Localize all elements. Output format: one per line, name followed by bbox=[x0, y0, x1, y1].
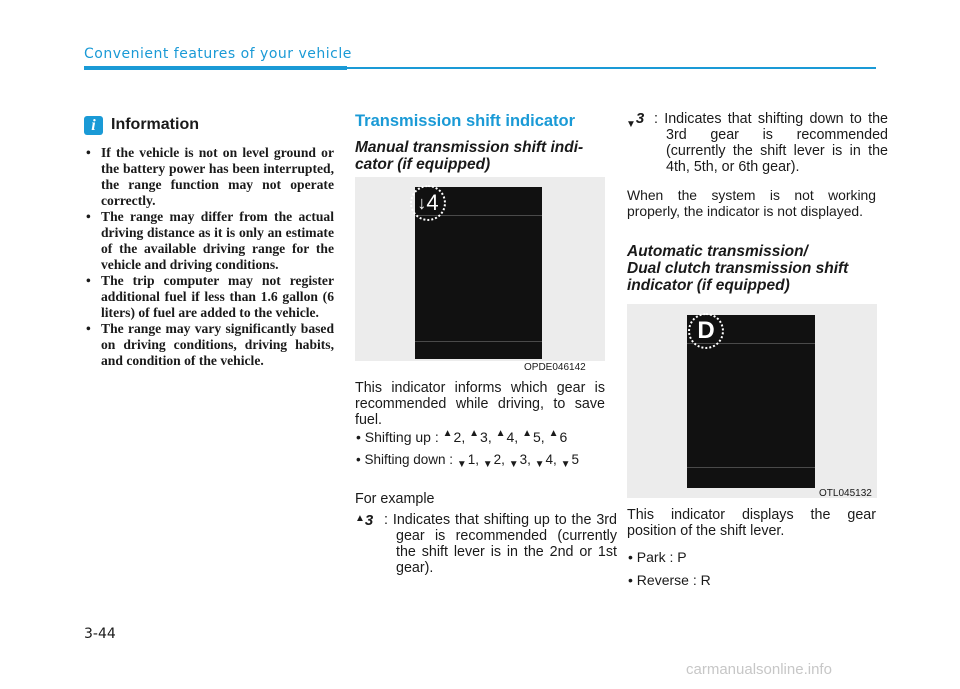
position-item: • Park : P bbox=[628, 549, 687, 565]
cluster-screen bbox=[415, 187, 542, 359]
gear-value: 5 bbox=[571, 452, 579, 467]
down-arrow-icon: ▼ bbox=[508, 459, 519, 470]
manual-figure bbox=[355, 177, 605, 361]
section-title: Convenient features of your vehicle bbox=[84, 46, 352, 62]
watermark: carmanualsonline.info bbox=[686, 661, 832, 678]
header-rule-thin bbox=[347, 67, 876, 69]
position-text: Park : P bbox=[636, 549, 687, 565]
position-item: • Reverse : R bbox=[628, 572, 711, 588]
screen-divider bbox=[415, 341, 542, 342]
gear-position-badge: D bbox=[688, 313, 724, 349]
manual-description: This indicator informs which gear is recommended while driving, to save fuel. bbox=[355, 380, 605, 428]
position-text: Reverse : R bbox=[636, 572, 711, 588]
gear-value: 2 bbox=[453, 429, 462, 445]
down-arrow-icon: ▼ bbox=[626, 119, 636, 130]
figure-code: OTL045132 bbox=[819, 488, 872, 499]
automatic-subheading-line: indicator (if equipped) bbox=[627, 277, 790, 294]
up-arrow-icon: ▲ bbox=[495, 428, 506, 439]
example-down-text: : Indicates that shifting down to the 3rd gear is recommended (currently the shift lever is in the 4th, 5th, or 6th gear). bbox=[654, 111, 888, 175]
up-arrow-icon: ▲ bbox=[355, 513, 365, 524]
up-arrow-icon: ▲ bbox=[442, 428, 453, 439]
up-3-symbol bbox=[355, 512, 373, 529]
example-up-text: : Indicates that shifting up to the 3rd gear is recommended (currently the shift lever is in the 2nd or 1st gear). bbox=[384, 512, 617, 576]
down-arrow-icon: ▼ bbox=[534, 459, 545, 470]
shift-up-line: • Shifting up : ▲2, ▲3, ▲4, ▲5, ▲6 bbox=[356, 428, 568, 445]
info-item: • If the vehicle is not on level ground or the battery power has been interrupted, the range function may not operate correctly. bbox=[84, 145, 334, 209]
manual-subheading: Manual transmission shift indi-cator (if equipped) bbox=[355, 139, 584, 173]
automatic-subheading-line: Dual clutch transmission shift bbox=[627, 260, 849, 277]
gear-value: 3 bbox=[480, 429, 488, 445]
down-3-symbol bbox=[626, 110, 644, 130]
info-item: • The trip computer may not register additional fuel if less than 1.6 gallon (6 liters) of fuel are added to the vehicle. bbox=[84, 273, 334, 321]
info-heading: Information bbox=[111, 116, 199, 133]
automatic-figure bbox=[627, 304, 877, 498]
gear-value: 6 bbox=[559, 429, 568, 445]
screen-divider bbox=[687, 467, 815, 468]
automatic-subheading-line: Automatic transmission/ bbox=[627, 243, 808, 260]
shift-up-label: Shifting up : bbox=[364, 429, 439, 445]
shift-down-line: • Shifting down : ▼1, ▼2, ▼3, ▼4, ▼5 bbox=[356, 452, 579, 470]
gear-value: 5 bbox=[532, 429, 541, 445]
shift-down-gear-icon: ↓4 bbox=[410, 185, 446, 221]
gear-value: 4 bbox=[506, 429, 515, 445]
down-arrow-icon: ▼ bbox=[456, 459, 467, 470]
example-down-gear: 3 bbox=[635, 110, 645, 127]
down-arrow-icon: ▼ bbox=[560, 459, 571, 470]
figure-code: OPDE046142 bbox=[524, 362, 586, 373]
gear-value: 1 bbox=[467, 452, 476, 467]
info-icon: i bbox=[84, 116, 103, 135]
gear-value: 4 bbox=[545, 452, 554, 467]
info-list bbox=[84, 145, 334, 369]
shift-down-label: Shifting down : bbox=[364, 452, 454, 467]
not-working-text: When the system is not working properly, the indicator is not displayed. bbox=[627, 187, 876, 219]
page-number: 3-44 bbox=[84, 626, 116, 642]
example-up-gear: 3 bbox=[364, 512, 374, 529]
down-arrow-icon: ▼ bbox=[482, 459, 493, 470]
example-label: For example bbox=[355, 491, 435, 507]
automatic-subheading bbox=[627, 243, 877, 294]
automatic-description: This indicator displays the gear position of the shift lever. bbox=[627, 507, 876, 539]
up-arrow-icon: ▲ bbox=[469, 428, 480, 439]
info-item: • The range may vary significantly based on driving conditions, driving habits, and condition of the vehicle. bbox=[84, 321, 334, 369]
up-arrow-icon: ▲ bbox=[522, 428, 532, 439]
gear-value: 3 bbox=[519, 452, 528, 467]
transmission-heading: Transmission shift indicator bbox=[355, 112, 576, 130]
info-item: • The range may differ from the actual driving distance as it is only an estimate of the available driving range for the vehicle and driving conditions. bbox=[84, 209, 334, 273]
manual-gear-digit: 4 bbox=[426, 190, 439, 215]
cluster-screen bbox=[687, 315, 815, 488]
header-rule bbox=[84, 66, 347, 70]
gear-value: 2 bbox=[493, 452, 502, 467]
up-arrow-icon: ▲ bbox=[548, 428, 559, 439]
